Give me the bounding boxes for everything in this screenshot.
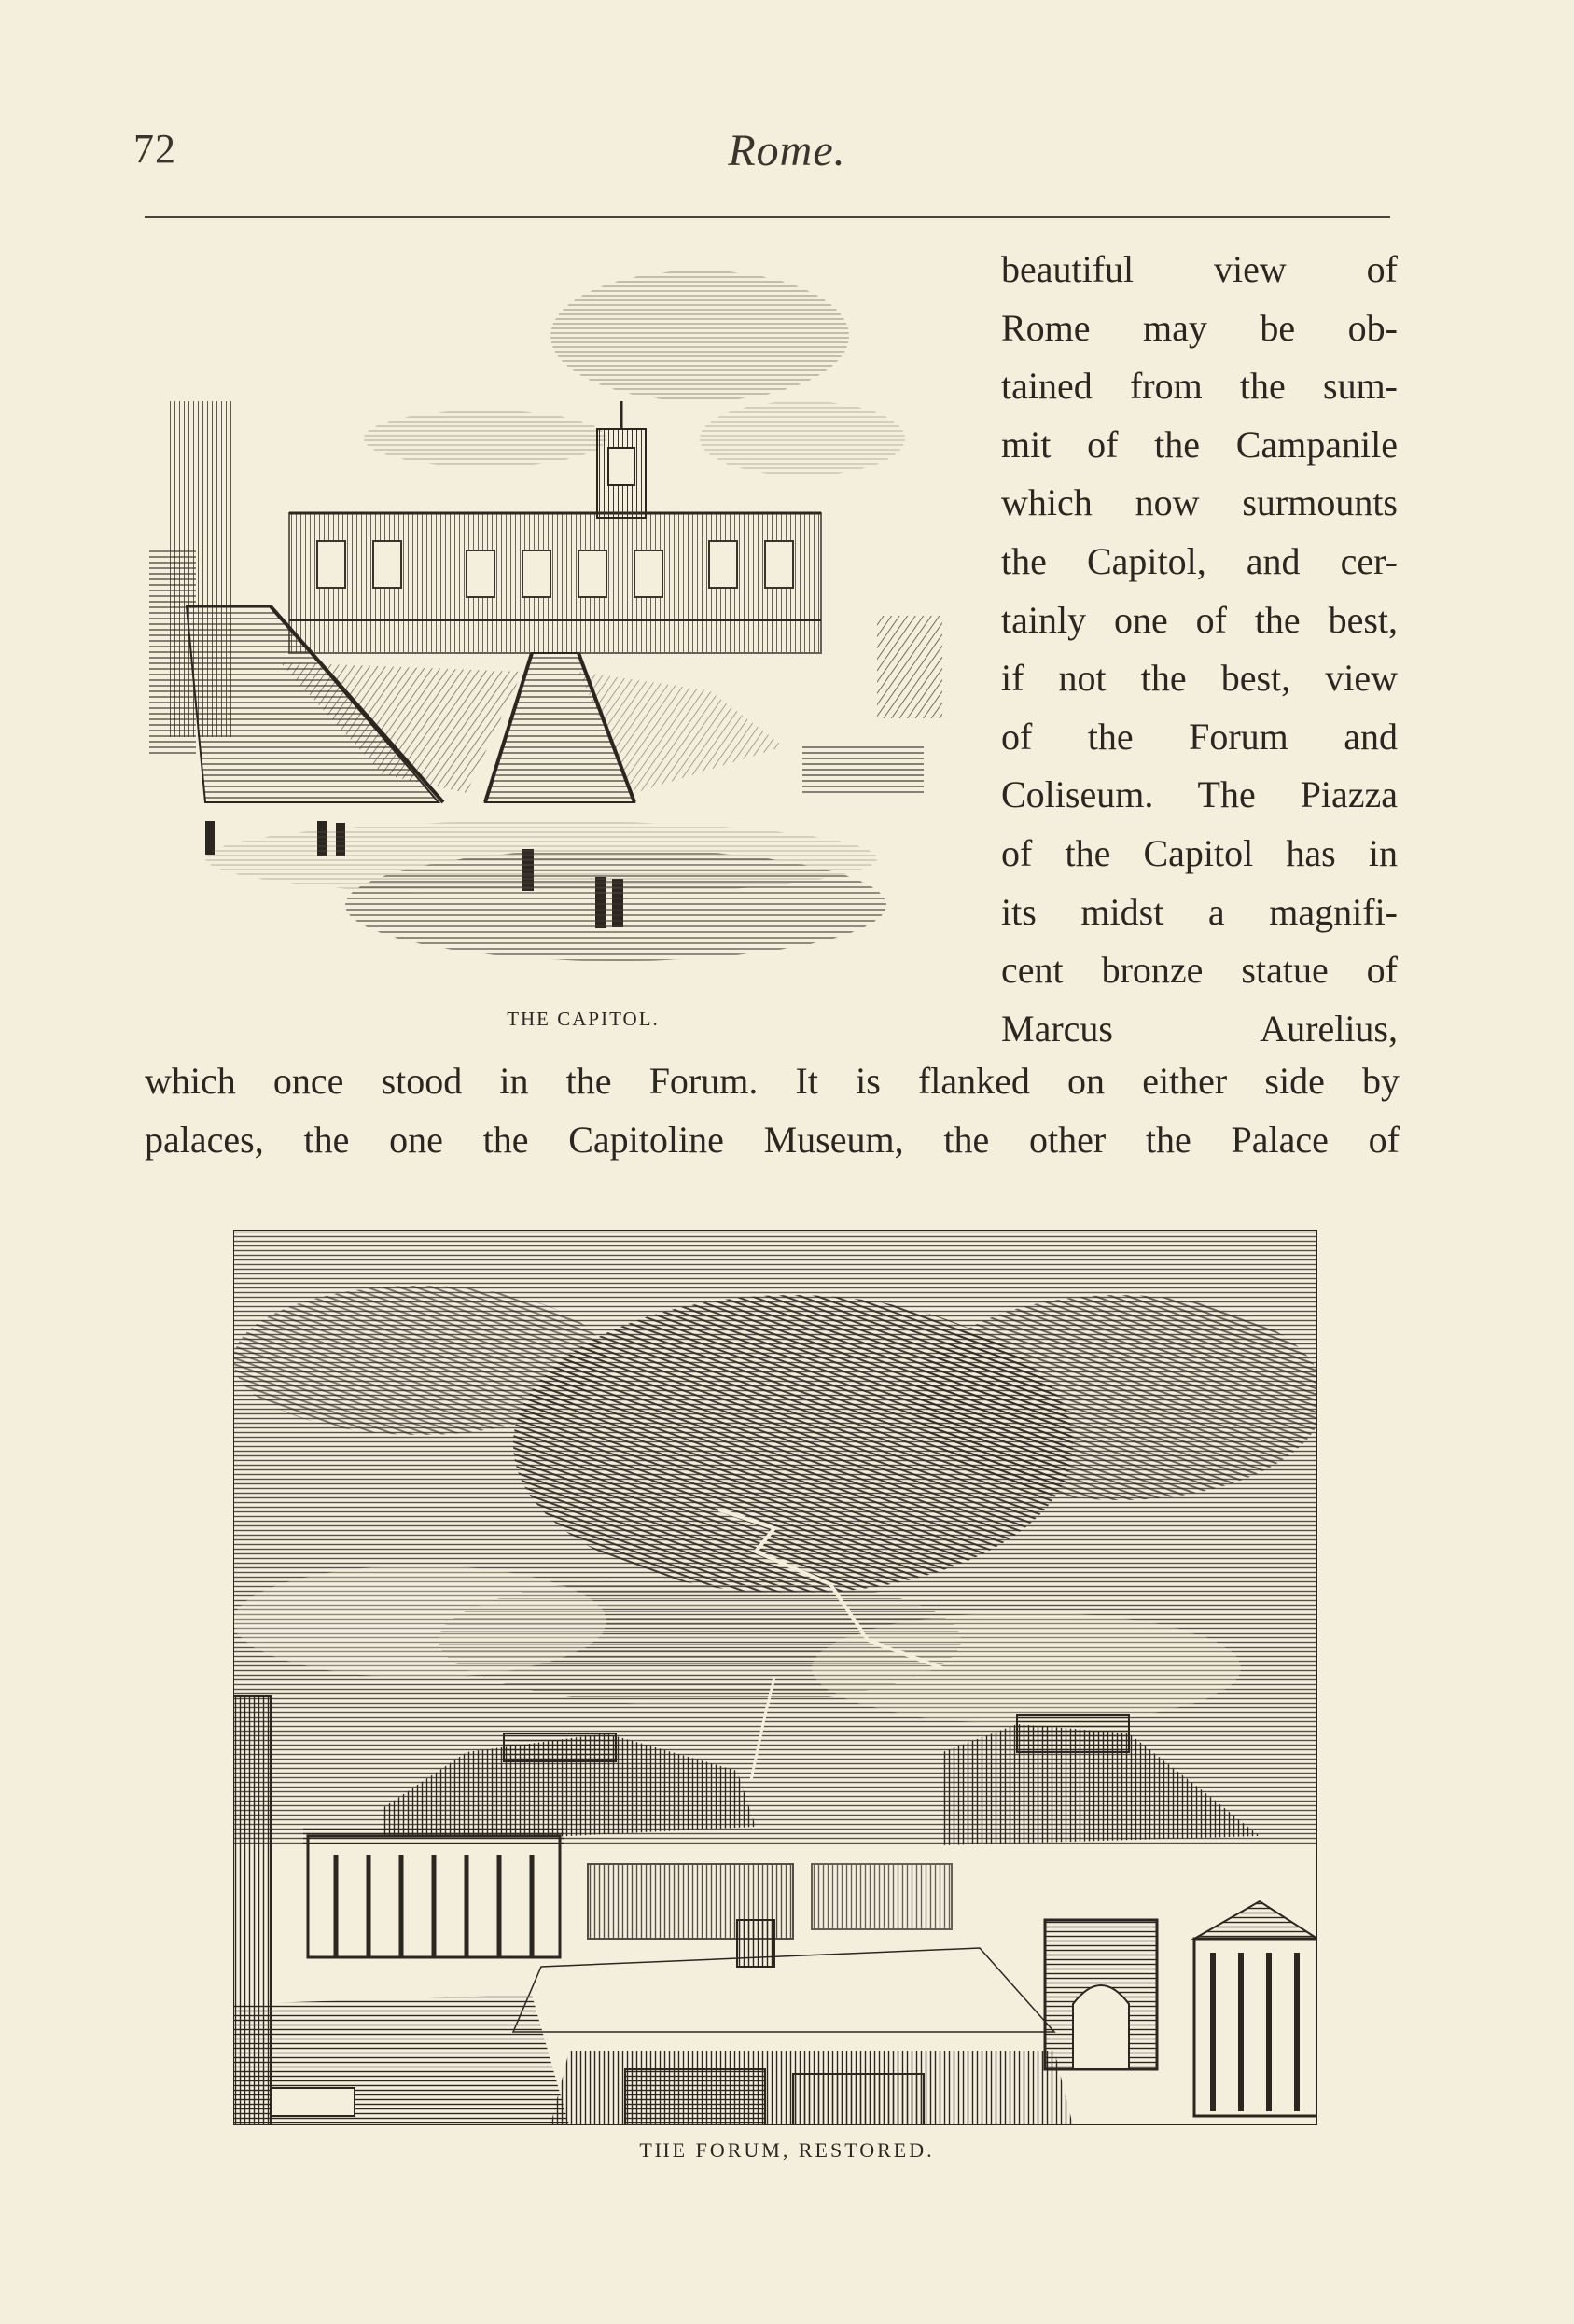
text-line: which once stood in the Forum. It is flanked on either side by <box>145 1060 1400 1102</box>
text-line: tainly one of the best, <box>1001 598 1398 641</box>
text-line: Rome may be ob- <box>1001 306 1398 349</box>
text-line: which now surmounts <box>1001 481 1398 524</box>
full-width-text <box>145 1052 1400 1169</box>
text-line: tained from the sum- <box>1001 365 1398 408</box>
text-line: Coliseum. The Piazza <box>1001 773 1398 816</box>
text-line: beautiful view of <box>1001 248 1398 290</box>
text-line: its midst a magnifi- <box>1001 890 1398 933</box>
text-line: of the Forum and <box>1001 715 1398 758</box>
text-line: if not the best, view <box>1001 657 1398 700</box>
page-number: 72 <box>133 126 176 172</box>
text-line: mit of the Campanile <box>1001 423 1398 466</box>
text-line: the Capitol, and cer- <box>1001 539 1398 582</box>
text-line: of the Capitol has in <box>1001 831 1398 874</box>
forum-caption: THE FORUM, RESTORED. <box>639 2138 935 2162</box>
text-line: palaces, the one the Capitoline Museum, the other the Palace of <box>145 1118 1400 1161</box>
capitol-caption: THE CAPITOL. <box>507 1008 660 1030</box>
running-title: Rome. <box>728 126 846 175</box>
capitol-illustration <box>149 252 970 998</box>
side-text-column <box>1001 241 1398 1058</box>
forum-illustration <box>233 1230 1317 2125</box>
text-line: cent bronze statue of <box>1001 949 1398 992</box>
text-line: Marcus Aurelius, <box>1001 1007 1398 1050</box>
header-rule <box>145 216 1390 218</box>
